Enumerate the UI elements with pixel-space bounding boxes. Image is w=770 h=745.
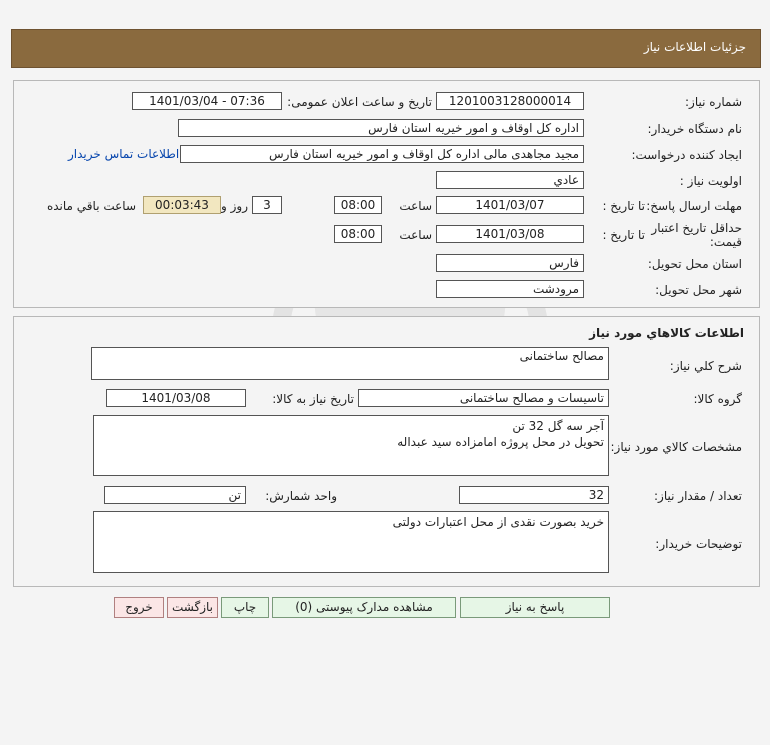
goods-group-field: تاسیسات و مصالح ساختمانی [358,389,609,407]
creator-field: مجید مجاهدی مالی اداره کل اوقاف و امور خیریه استان فارس [180,145,584,163]
priority-label: اولویت نیاز : [679,174,742,188]
details-panel [13,80,760,308]
province-label: استان محل تحویل: [647,257,742,271]
general-desc-field: مصالح ساختمانی [91,347,609,380]
reply-button[interactable]: پاسخ به نیاز [460,597,610,618]
deadline-date-field: 1401/03/07 [436,196,584,214]
validity-time-field: 08:00 [334,225,382,243]
buyer-notes-field: خرید بصورت نقدی از محل اعتبارات دولتی [93,511,609,573]
buyer-notes-label: توضیحات خریدار: [655,537,742,551]
specs-label: مشخصات كالاي مورد نياز: [610,440,742,454]
city-field: مرودشت [436,280,584,298]
qty-label: تعداد / مقدار نیاز: [654,489,742,503]
page-title: جزئیات اطلاعات نیاز [643,40,746,54]
deadline-time-field: 08:00 [334,196,382,214]
validity-time-label: ساعت [399,228,432,242]
goods-group-label: گروه كالا: [693,392,742,406]
need-date-field: 1401/03/08 [106,389,246,407]
goods-section-title: اطلاعات كالاهاي مورد نياز [589,326,744,340]
deadline-to-date-label: تا تاریخ : [602,199,645,213]
validity-label-line2: قیمت: [709,235,742,249]
deadline-label: مهلت ارسال پاسخ: [646,199,742,213]
need-number-field: 1201003128000014 [436,92,584,110]
validity-to-date-label: تا تاریخ : [602,228,645,242]
buyer-org-label: نام دستگاه خریدار: [647,122,742,136]
header-bar [11,29,761,68]
unit-label: واحد شمارش: [265,489,337,503]
creator-label: ایجاد کننده درخواست: [631,148,742,162]
priority-field: عادي [436,171,584,189]
exit-button[interactable]: خروج [114,597,164,618]
announce-label: تاریخ و ساعت اعلان عمومی: [287,95,432,109]
city-label: شهر محل تحویل: [655,283,742,297]
remaining-time-field: 00:03:43 [143,196,221,214]
view-attachments-button[interactable]: مشاهده مدارک پیوستی (0) [272,597,456,618]
need-number-label: شماره نیاز: [685,95,742,109]
general-desc-label: شرح كلي نياز: [669,359,742,373]
remaining-label: ساعت باقي مانده [46,199,136,213]
need-date-label: تاريخ نياز به كالا: [272,392,354,406]
unit-field: تن [104,486,246,504]
specs-field: آجر سه گل 32 تن تحویل در محل پروژه امامزاده سید عبداله [93,415,609,476]
province-field: فارس [436,254,584,272]
deadline-time-label: ساعت [399,199,432,213]
days-label: روز و [221,199,248,213]
qty-field: 32 [459,486,609,504]
validity-date-field: 1401/03/08 [436,225,584,243]
announce-field: 1401/03/04 - 07:36 [132,92,282,110]
days-field: 3 [252,196,282,214]
print-button[interactable]: چاپ [221,597,269,618]
buyer-contact-link[interactable]: اطلاعات تماس خریدار [68,147,180,161]
back-button[interactable]: بازگشت [167,597,218,618]
buyer-org-field: اداره کل اوقاف و امور خیریه استان فارس [178,119,584,137]
validity-label-line1: حداقل تاریخ اعتبار [651,221,742,235]
